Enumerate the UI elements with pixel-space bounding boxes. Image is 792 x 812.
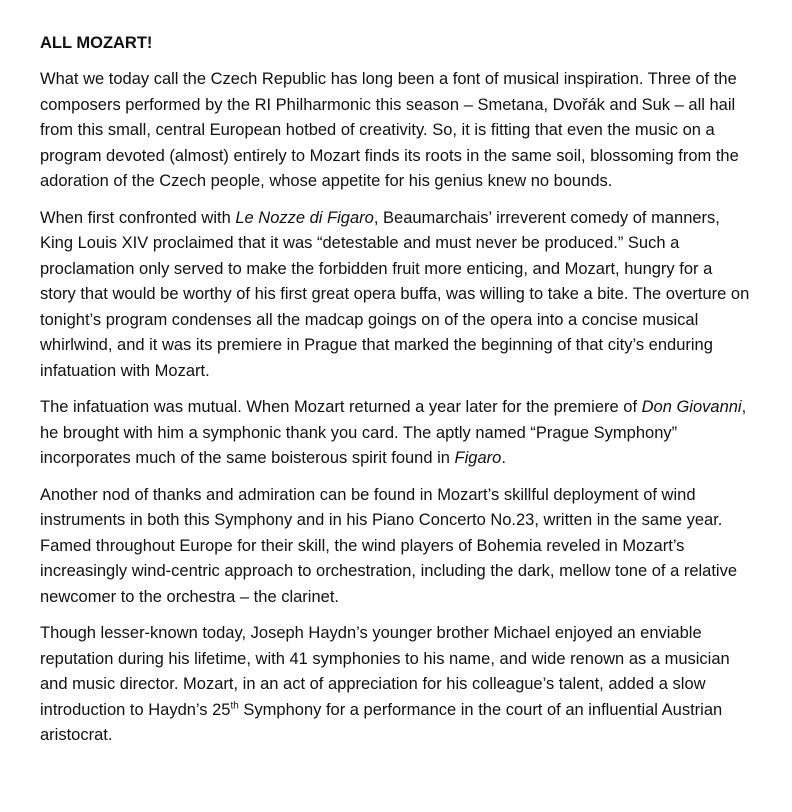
paragraph-text: Another nod of thanks and admiration can be found in Mozart’s skillful deployment of wind instruments in both this Symphony and in his Piano Concerto No.23, written in the same year. Famed throughout Europe for their skill, the wind players of Bohemia reveled in Mozart’s increasingly wind-centric approach to orchestration, including the dark, mellow tone of a relative newcomer to the orchestra – the clarinet. xyxy=(40,485,738,606)
paragraph-figaro-overture xyxy=(40,206,752,385)
work-title-figaro: Le Nozze di Figaro xyxy=(235,208,374,227)
paragraph-prague-symphony xyxy=(40,395,752,472)
work-title-don-giovanni: Don Giovanni xyxy=(641,398,742,416)
document xyxy=(40,30,752,760)
paragraph-text: . xyxy=(501,449,506,467)
ordinal-superscript: th xyxy=(230,700,239,711)
paragraph-wind-instruments xyxy=(40,483,752,611)
paragraph-text: Symphony for a performance in the court of an influential Austrian aristocrat. xyxy=(40,700,723,744)
document-title: ALL MOZART! xyxy=(40,34,153,52)
paragraph-text: , Beaumarchais’ irreverent comedy of manners, King Louis XIV proclaimed that it was “detestable and must never be produced.” Such a proclamation only served to make the forbidden fruit more enticing, and Mozart, hungry for a story that would be worthy of his first great opera buffa, was willing to take a bite. The overture on tonight’s program condenses all the madcap goings on of the opera into a concise musical whirlwind, and it was its premiere in Prague that marked the beginning of that city’s enduring infatuation with Mozart. xyxy=(40,208,750,380)
paragraph-text: What we today call the Czech Republic has long been a font of musical inspiration. Three of the composers performed by the RI Philharmonic this season – Smetana, Dvořák and Suk – all hail from this small, central European hotbed of creativity. So, it is fitting that even the music on a program devoted (almost) entirely to Mozart finds its roots in the same soil, blossoming from the adoration of the Czech people, whose appetite for his genius knew no bounds. xyxy=(40,70,739,190)
paragraph-text: The infatuation was mutual. When Mozart returned a year later for the premiere of xyxy=(40,398,642,416)
paragraph-text: When first confronted with xyxy=(40,208,236,227)
paragraph-michael-haydn xyxy=(40,621,752,749)
work-title-figaro-short: Figaro xyxy=(454,449,502,467)
paragraph-czech-inspiration xyxy=(40,67,752,195)
paragraph-text: Though lesser-known today, Joseph Haydn’s younger brother Michael enjoyed an enviable reputation during his lifetime, with 41 symphonies to his name, and wide renown as a musician and music director. Mozart, in an act of appreciation for his colleague’s talent, added a slow introduction to Haydn’s 25 xyxy=(40,624,730,719)
paragraph-text: , he brought with him a symphonic thank you card. The aptly named “Prague Symphony” incorporates much of the same boisterous spirit found in xyxy=(40,398,747,467)
